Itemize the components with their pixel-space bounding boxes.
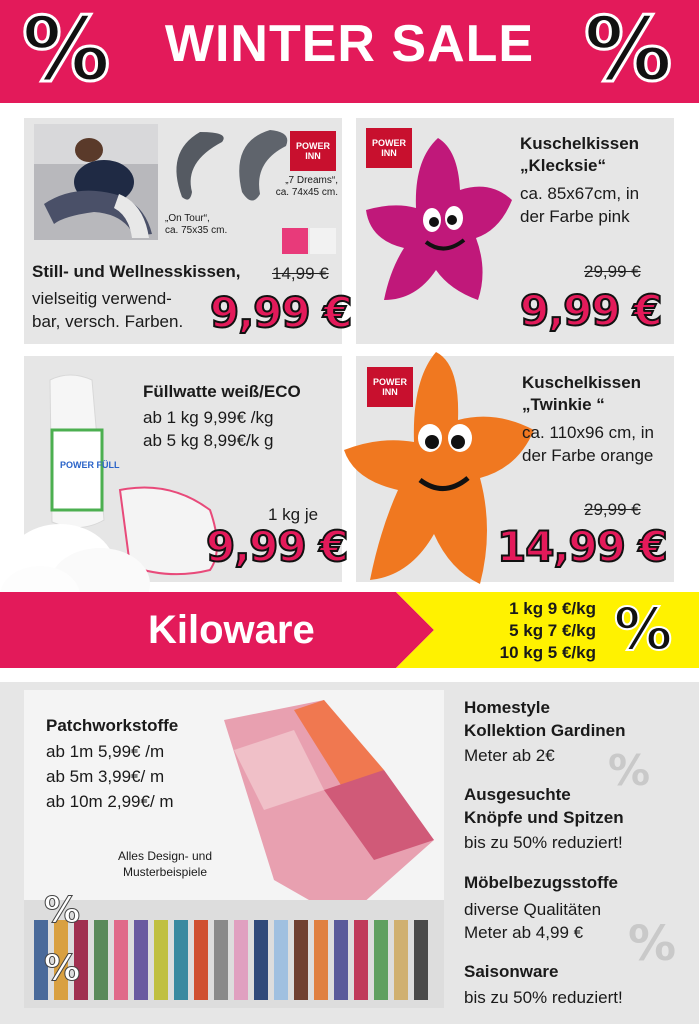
patchwork-line-2: ab 5m 3,99€/ m	[46, 767, 165, 786]
fuellwatte-price: 9,99 €	[206, 522, 348, 571]
fuellwatte-title: Füllwatte weiß/ECO	[143, 382, 301, 401]
fuellwatte-line-2: ab 5 kg 8,99€/k g	[143, 431, 274, 450]
kiloware-row: 1 kg 9 €/kg	[509, 599, 596, 618]
dreams-label: „7 Dreams“, ca. 74x45 cm.	[275, 175, 338, 198]
power-inn-logo: POWER INN	[366, 128, 412, 168]
moebel-title: Möbelbezugsstoffe	[464, 873, 618, 892]
percent-icon: %	[628, 916, 677, 972]
fuellwatte-line-1: ab 1 kg 9,99€ /kg	[143, 408, 274, 427]
percent-icon: %	[614, 595, 673, 663]
moebel-desc-1: diverse Qualitäten	[464, 900, 602, 919]
woman-pillow-photo	[34, 124, 158, 240]
kiloware-prices	[446, 598, 596, 664]
percent-icon: %	[44, 948, 81, 989]
kiloware-row: 10 kg 5 €/kg	[499, 643, 596, 662]
percent-icon: %	[44, 890, 81, 931]
klecksie-old-price: 29,99 €	[584, 262, 641, 281]
twinkie-desc-2: der Farbe orange	[522, 446, 654, 465]
on-tour-label: „On Tour“, ca. 75x35 cm.	[165, 213, 228, 236]
power-inn-logo: POWER INN	[290, 131, 336, 171]
twinkie-title: Kuschelkissen „Twinkie “	[522, 373, 642, 414]
gardinen-title: Homestyle Kollektion Gardinen	[464, 698, 626, 740]
wellness-desc-1: vielseitig verwend-	[32, 289, 172, 308]
wellness-price: 9,99 €	[210, 288, 352, 337]
klecksie-title: Kuschelkissen „Klecksie“	[520, 134, 640, 175]
wellness-desc-2: bar, versch. Farben.	[32, 312, 184, 331]
percent-icon-right: %	[584, 0, 673, 101]
twinkie-desc-1: ca. 110x96 cm, in	[522, 423, 654, 442]
knoepfe-desc: bis zu 50% reduziert!	[464, 833, 623, 852]
kiloware-label: Kiloware	[148, 608, 315, 652]
klecksie-desc-2: der Farbe pink	[520, 207, 630, 226]
gardinen-desc: Meter ab 2€	[464, 746, 555, 765]
patchwork-title: Patchworkstoffe	[46, 716, 179, 735]
percent-icon: %	[608, 746, 651, 795]
kiloware-row: 5 kg 7 €/kg	[509, 621, 596, 640]
knoepfe-title: Ausgesuchte Knöpfe und Spitzen	[464, 785, 624, 827]
patchwork-line-1: ab 1m 5,99€ /m	[46, 742, 165, 761]
twinkie-price: 14,99 €	[497, 522, 667, 571]
wellness-title: Still- und Wellnesskissen,	[32, 262, 241, 281]
saison-desc: bis zu 50% reduziert!	[464, 988, 623, 1007]
klecksie-desc-1: ca. 85x67cm, in	[520, 184, 640, 203]
percent-icon-left: %	[22, 0, 111, 101]
bag-label: POWER FÜLL	[60, 460, 120, 470]
patchwork-fabric-photo	[24, 690, 444, 1008]
twinkie-old-price: 29,99 €	[584, 500, 641, 519]
patchwork-line-3: ab 10m 2,99€/ m	[46, 792, 174, 811]
swatch-pink	[282, 228, 308, 254]
moebel-desc-2: Meter ab 4,99 €	[464, 923, 584, 942]
power-inn-logo: POWER INN	[367, 367, 413, 407]
wellness-old-price: 14,99 €	[272, 264, 329, 283]
page-title: WINTER SALE	[164, 15, 535, 73]
saison-title: Saisonware	[464, 962, 559, 981]
design-note: Alles Design- und Musterbeispiele	[117, 849, 213, 879]
klecksie-pillow-image	[360, 130, 520, 310]
fuellwatte-per-kg: 1 kg je	[268, 505, 319, 524]
klecksie-price: 9,99 €	[520, 286, 662, 335]
swatch-white	[310, 228, 336, 254]
